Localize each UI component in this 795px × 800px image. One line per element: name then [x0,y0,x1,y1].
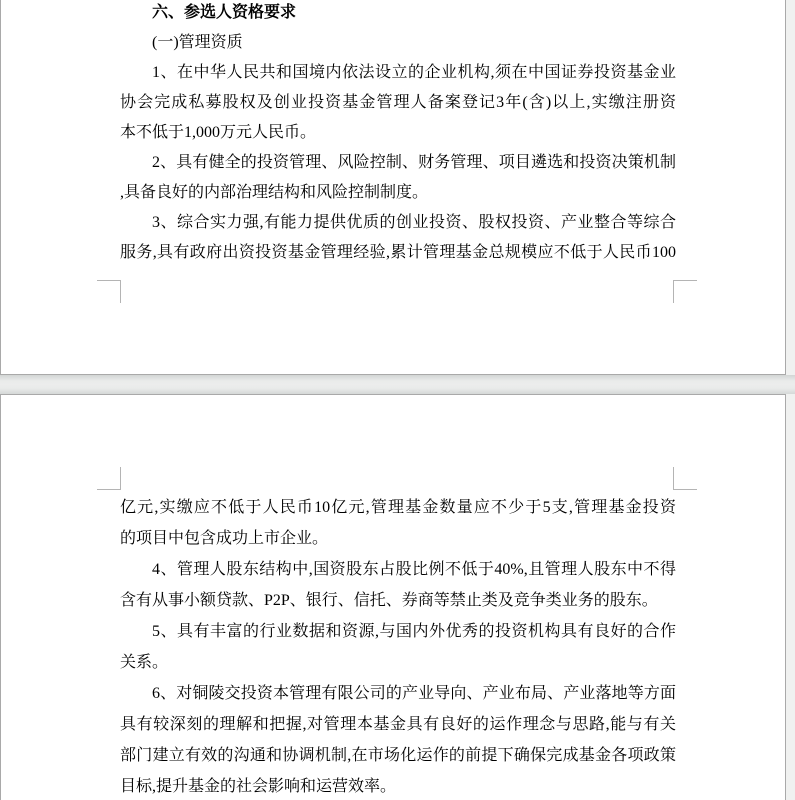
section-heading[interactable]: 六、参选人资格要求 [152,4,297,21]
text-line[interactable]: 部门建立有效的沟通和协调机制,在市场化运作的前提下确保完成基金各项政策 [120,747,676,764]
text-line[interactable]: 5、具有丰富的行业数据和资源,与国内外优秀的投资机构具有良好的合作 [152,623,676,640]
page2-text-area[interactable] [120,492,676,800]
text-line[interactable]: 协会完成私募股权及创业投资基金管理人备案登记3年(含)以上,实缴注册资 [120,94,676,111]
text-line[interactable]: 6、对铜陵交投资本管理有限公司的产业导向、产业布局、产业落地等方面 [152,685,676,702]
text-line[interactable]: 亿元,实缴应不低于人民币10亿元,管理基金数量应不少于5支,管理基金投资 [120,499,676,516]
sub-heading[interactable]: (一)管理资质 [152,34,243,51]
text-line[interactable]: 1、在中华人民共和国境内依法设立的企业机构,须在中国证券投资基金业 [152,64,676,81]
text-line[interactable]: 关系。 [120,654,169,671]
page1-text-area[interactable] [120,0,676,268]
text-line[interactable]: 含有从事小额贷款、P2P、银行、信托、券商等禁止类及竞争类业务的股东。 [120,592,658,609]
text-line[interactable]: 2、具有健全的投资管理、风险控制、财务管理、项目遴选和投资决策机制 [152,154,676,171]
text-line[interactable]: 服务,具有政府出资投资基金管理经验,累计管理基金总规模应不低于人民币100 [120,244,676,261]
text-line[interactable]: 目标,提升基金的社会影响和运营效率。 [120,778,397,795]
text-line[interactable]: 具有较深刻的理解和把握,对管理本基金具有良好的运作理念与思路,能与有关 [120,716,676,733]
text-line[interactable]: 3、综合实力强,有能力提供优质的创业投资、股权投资、产业整合等综合 [152,214,676,231]
inter-page-gap [0,375,795,394]
text-line[interactable]: 4、管理人股东结构中,国资股东占股比例不低于40%,且管理人股东中不得 [152,561,676,578]
text-line[interactable]: 本不低于1,000万元人民币。 [120,124,317,141]
text-line[interactable]: ,具备良好的内部治理结构和风险控制制度。 [120,184,429,201]
text-line[interactable]: 的项目中包含成功上市企业。 [120,530,329,547]
